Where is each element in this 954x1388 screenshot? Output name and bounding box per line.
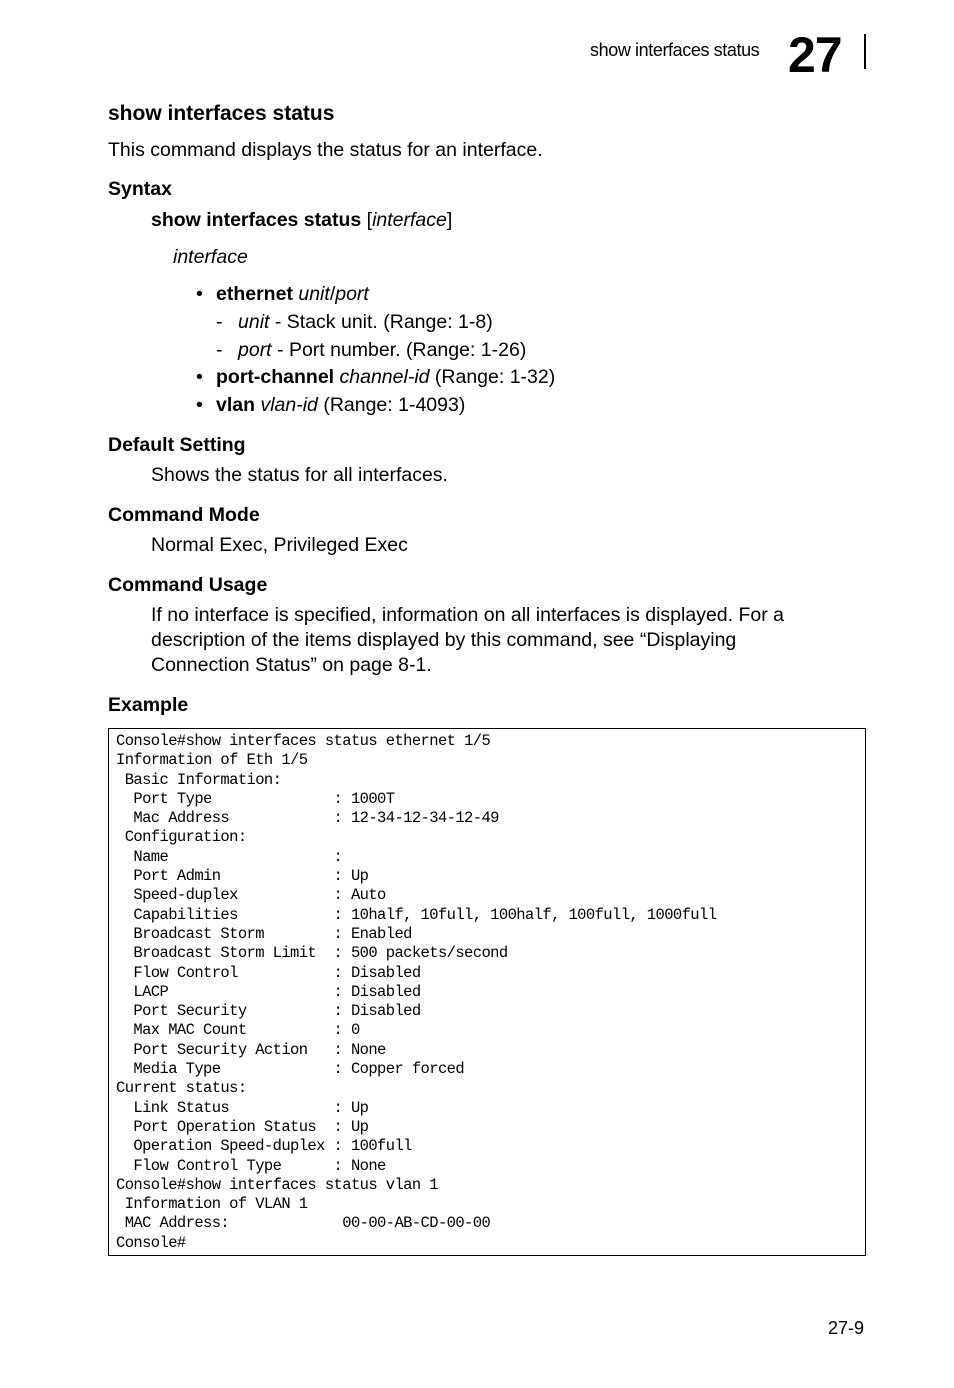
sub-dash-unit: - <box>216 311 223 333</box>
page-number: 27-9 <box>828 1318 865 1338</box>
example-heading: Example <box>108 694 189 716</box>
option-port-channel <box>216 365 555 390</box>
option-vlan-arg: vlan-id <box>260 394 318 416</box>
syntax-command-line <box>151 208 452 233</box>
syntax-heading: Syntax <box>108 178 172 200</box>
sub-option-port <box>238 338 526 363</box>
option-port-channel-arg: channel-id <box>339 366 430 388</box>
syntax-command: show interfaces status <box>151 209 362 231</box>
example-code-box <box>108 728 866 1256</box>
command-mode-heading: Command Mode <box>108 504 260 526</box>
option-bullet-port-channel: • <box>196 366 203 388</box>
sub-option-unit <box>238 310 493 335</box>
command-usage-heading: Command Usage <box>108 574 268 596</box>
chapter-divider <box>864 34 866 69</box>
default-setting-heading: Default Setting <box>108 434 246 456</box>
chapter-number: 27 <box>788 27 842 83</box>
sub-option-port-desc: - Port number. (Range: 1-26) <box>271 339 527 361</box>
option-ethernet-keyword: ethernet <box>216 283 293 305</box>
section-description: This command displays the status for an interface. <box>108 139 543 161</box>
command-usage-line-2: description of the items displayed by this command, see “Displaying <box>151 629 737 651</box>
option-port-channel-range: (Range: 1-32) <box>429 366 556 388</box>
command-usage-line-1: If no interface is specified, information on all interfaces is displayed. For a <box>151 604 784 626</box>
sub-option-unit-desc: - Stack unit. (Range: 1-8) <box>269 311 493 333</box>
syntax-open-bracket: [ <box>361 209 373 231</box>
option-vlan-keyword: vlan <box>216 394 256 416</box>
section-title: show interfaces status <box>108 102 335 125</box>
option-ethernet-port: port <box>335 283 369 305</box>
command-mode-text: Normal Exec, Privileged Exec <box>151 534 408 556</box>
option-bullet-ethernet: • <box>196 283 203 305</box>
option-ethernet-unit: unit <box>298 283 330 305</box>
running-header-title: show interfaces status <box>590 40 760 60</box>
syntax-param: interface <box>372 209 447 231</box>
option-ethernet-slash: / <box>329 283 336 305</box>
option-port-channel-keyword: port-channel <box>216 366 335 388</box>
sub-option-port-name: port <box>238 339 272 361</box>
option-vlan-range: (Range: 1-4093) <box>317 394 466 416</box>
param-label: interface <box>173 246 248 268</box>
option-bullet-vlan: • <box>196 394 203 416</box>
option-vlan <box>216 393 465 418</box>
example-code: Console#show interfaces status ethernet 1/5 Information of Eth 1/5 Basic Information: Port Type : 1000T Mac Address : 12-34-12-34-12-49 Configuration: Name : Port Admin : Up Speed-duplex : Auto Capabilities : 10half, 10full, 100half, 100full, 1000full Broadcast Storm : Enabled Broadcast Storm Limit : 500 packets/second Flow Control : Disabled LACP : Disabled Port Security : Disabled Max MAC Count : 0 Port Security Action : None Media Type : Copper forced Current status: Link Status : Up Port Operation Status : Up Operation Speed-duplex : 100full Flow Control Type : None Console#show interfaces status vlan 1 Information of VLAN 1 MAC Address: 00-00-AB-CD-00-00 Console# <box>116 732 717 1252</box>
sub-option-unit-name: unit <box>238 311 270 333</box>
default-setting-text: Shows the status for all interfaces. <box>151 464 448 486</box>
option-ethernet <box>216 282 369 307</box>
syntax-close-bracket: ] <box>446 209 453 231</box>
sub-dash-port: - <box>216 339 223 361</box>
command-usage-line-3: Connection Status” on page 8-1. <box>151 654 432 676</box>
